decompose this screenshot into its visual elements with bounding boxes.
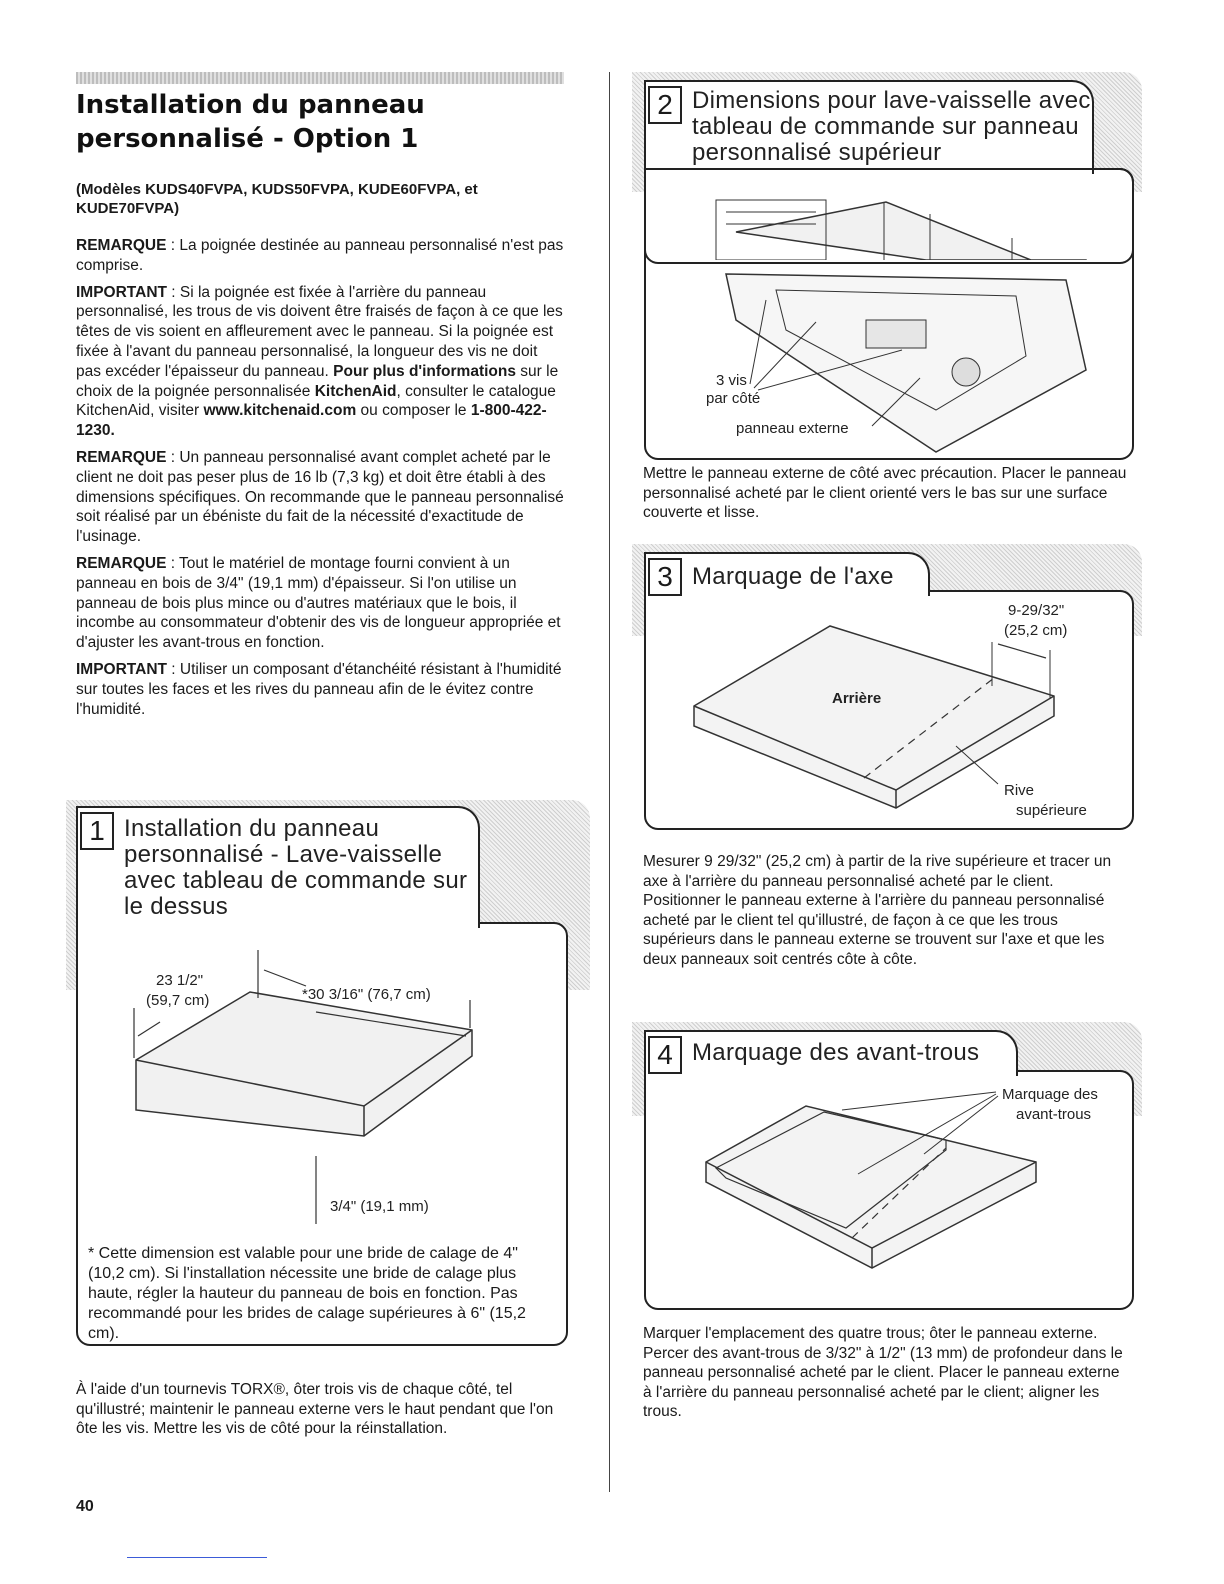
phone-number: 1-800-422-1230. bbox=[76, 402, 547, 440]
step1-caption: À l'aide d'un tournevis TORX®, ôter trois vis de chaque côté, tel qu'illustré; maintenir le panneau externe vers le haut pendant que l'on ôte les vis. Mettre les vis de côté pour la réinstallation. bbox=[76, 1381, 554, 1437]
step3-caption: Mesurer 9 29/32" (25,2 cm) à partir de la rive supérieure et tracer un axe à l'arrière du panneau personnalisé acheté par le client. Positionner le panneau externe à l'arrière du panneau personnalisé acheté par le client tel qu'illustré, de façon à ce que les trous supérieurs dans le panneau externe se trouvent sur l'axe et que les deux panneaux soit centrés côte à côte. bbox=[643, 853, 1112, 968]
step3-back-label: Arrière bbox=[832, 690, 882, 707]
models-note: (Modèles KUDS40FVPA, KUDS50FVPA, KUDE60FVPA, et KUDE70FVPA) bbox=[76, 181, 478, 217]
step1-width-metric: (59,7 cm) bbox=[146, 992, 210, 1009]
step3-edge-label-2: supérieure bbox=[1016, 802, 1087, 819]
important-text: , consulter le catalogue KitchenAid, visiter bbox=[76, 382, 556, 420]
step1-number: 1 bbox=[80, 812, 114, 850]
step3-title: Marquage de l'axe bbox=[692, 563, 894, 590]
step3-dim-metric: (25,2 cm) bbox=[1004, 622, 1068, 639]
important-text: sur le choix de la poignée personnalisée bbox=[76, 362, 559, 400]
page-number: 40 bbox=[76, 1498, 94, 1515]
brand-name: KitchenAid bbox=[314, 382, 397, 400]
page-title: Installation du panneau personnalisé - Option 1 bbox=[76, 90, 425, 154]
step3-number: 3 bbox=[648, 558, 682, 596]
step4-title: Marquage des avant-trous bbox=[692, 1039, 980, 1066]
remark-3 bbox=[76, 554, 564, 653]
step2-diagram-lower bbox=[646, 260, 1130, 454]
step2-title: Dimensions pour lave-vaisselle avec tableau de commande sur panneau personnalisé supérieur bbox=[692, 87, 1091, 166]
step1-thickness-label: 3/4" (19,1 mm) bbox=[330, 1198, 429, 1215]
important-text: : Utiliser un composant d'étanchéité résistant à l'humidité sur toutes les faces et les rives du panneau afin de le évitez contre l'humidité. bbox=[76, 660, 562, 718]
bottom-rule bbox=[127, 1557, 267, 1558]
step3-edge-label-1: Rive bbox=[1004, 782, 1035, 799]
step1-width-label: 23 1/2" bbox=[156, 972, 204, 989]
step1-height-label: *30 3/16" (76,7 cm) bbox=[302, 986, 431, 1003]
step2-caption: Mettre le panneau externe de côté avec précaution. Placer le panneau personnalisé acheté par le client orienté vers le bas sur une surface couverte et lisse. bbox=[643, 465, 1127, 521]
important-label: IMPORTANT bbox=[76, 660, 167, 678]
step4-caption: Marquer l'emplacement des quatre trous; ôter le panneau externe. Percer des avant-trous de 3/32" à 1/2" (13 mm) de profondeur dans le panneau personnalisé acheté par le client. Placer le panneau externe à l'arrière du panneau personnalisé acheté par le client; aligner les trous. bbox=[643, 1325, 1123, 1420]
more-info-text: Pour plus d'informations bbox=[333, 362, 516, 380]
column-divider bbox=[609, 72, 610, 1492]
step2-screws-label: 3 vis bbox=[716, 372, 747, 389]
step1-footnote: * Cette dimension est valable pour une bride de calage de 4" (10,2 cm). Si l'installation nécessite une bride de calage plus haute, régler la hauteur du panneau de bois en fonction. Pas recommandé pour les brides de calage supérieures à 6" (15,2 cm). bbox=[88, 1245, 526, 1342]
important-1 bbox=[76, 283, 564, 441]
remark-text: : La poignée destinée au panneau personnalisé n'est pas comprise. bbox=[76, 237, 564, 274]
important-text: : Si la poignée est fixée à l'arrière du panneau personnalisé, les trous de vis doivent être fraisés de façon à ce que les têtes de vis soient en affleurement avec le panneau. Si la poignée est fixée à l'avant du panneau personnalisé, la longueur des vis ne doit pas excéder l'épaisseur du panneau. bbox=[76, 283, 563, 380]
remark-label: REMARQUE bbox=[76, 237, 167, 254]
step2-side-label: par côté bbox=[706, 390, 761, 407]
important-2 bbox=[76, 660, 564, 719]
remark-label: REMARQUE bbox=[76, 554, 167, 572]
remark-label: REMARQUE bbox=[76, 448, 167, 466]
step4-number: 4 bbox=[648, 1036, 682, 1074]
remark-2 bbox=[76, 448, 564, 547]
website-link[interactable]: www.kitchenaid.com bbox=[203, 402, 357, 420]
remark-1 bbox=[76, 236, 564, 276]
step4-label-1: Marquage des bbox=[1002, 1086, 1098, 1103]
step2-panel-label: panneau externe bbox=[736, 420, 849, 437]
step4-label-2: avant-trous bbox=[1016, 1106, 1092, 1123]
important-text: ou composer le bbox=[356, 402, 471, 420]
instructions-column bbox=[76, 236, 564, 726]
step3-dim-label: 9-29/32" bbox=[1008, 602, 1065, 619]
step2-number: 2 bbox=[648, 86, 682, 124]
step1-title: Installation du panneau personnalisé - Lave-vaisselle avec tableau de commande sur le dessus bbox=[124, 815, 468, 920]
remark-text: : Un panneau personnalisé avant complet acheté par le client ne doit pas peser plus de 16 lb (7,3 kg) et doit être établi à des dimensions spécifiques. On recommande que le panneau personnalisé soit réalisé par un ébéniste du fait de la nécessité d'exactitude de l'usinage. bbox=[76, 448, 564, 546]
remark-text: : Tout le matériel de montage fourni convient à un panneau en bois de 3/4" (19,1 mm) d'épaisseur. Si l'on utilise un panneau de bois plus mince ou d'autres matériaux que le bois, il incombe au consommateur d'obtenir des vis de longueur appropriée et d'ajuster les avant-trous en fonction. bbox=[76, 554, 561, 652]
important-label: IMPORTANT bbox=[76, 283, 167, 301]
header-bar bbox=[76, 72, 564, 84]
